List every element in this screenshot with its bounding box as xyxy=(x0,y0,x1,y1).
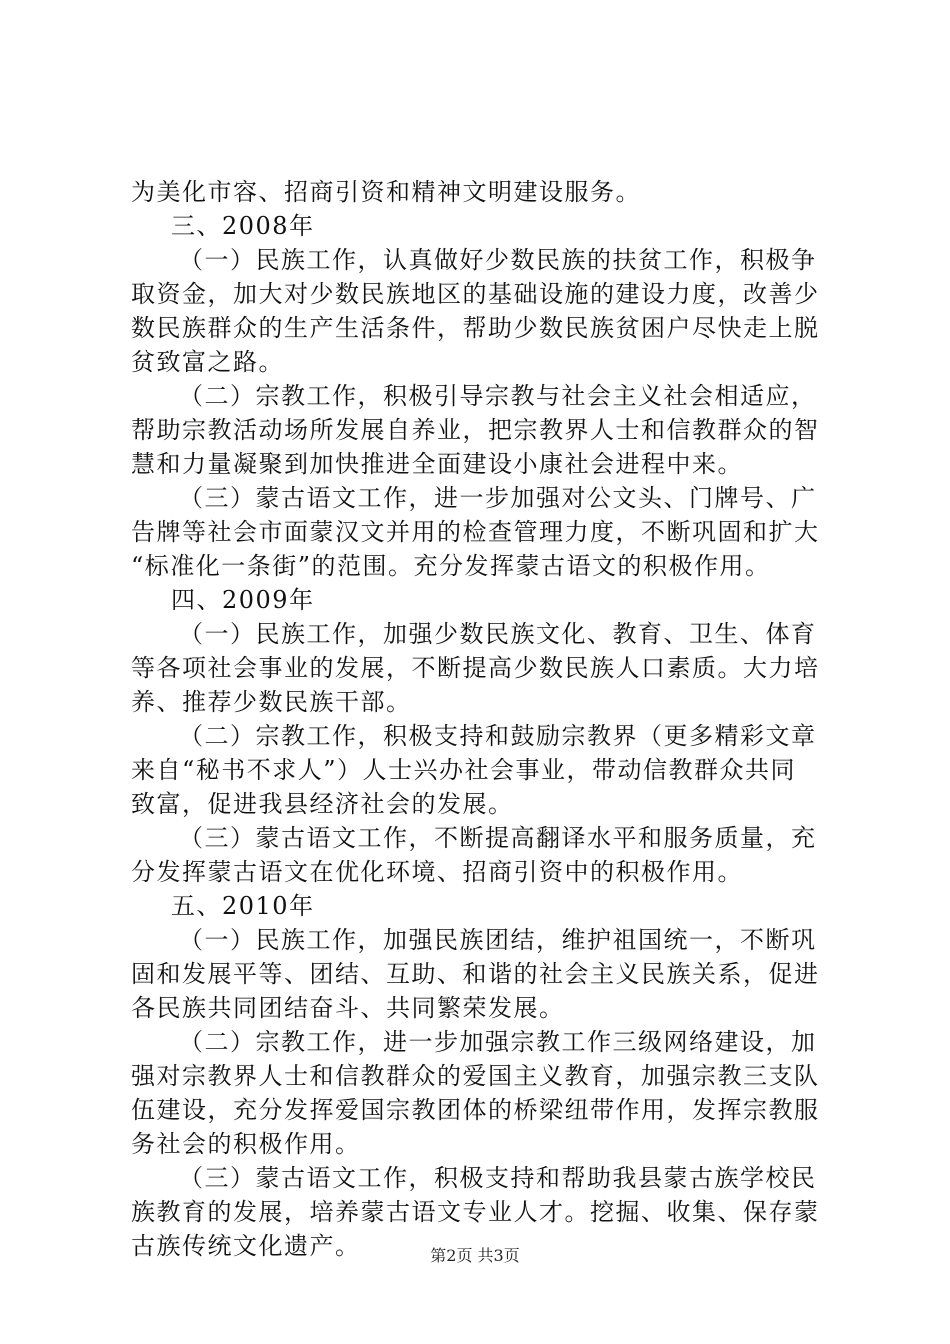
text-line: 帮助宗教活动场所发展自养业，把宗教界人士和信教群众的智 xyxy=(131,416,820,444)
text-line: 数民族群众的生产生活条件，帮助少数民族贫困户尽快走上脱 xyxy=(131,314,820,342)
text-line: （二）宗教工作，进一步加强宗教工作三级网络建设，加 xyxy=(179,1028,817,1056)
text-line: （一）民族工作，加强民族团结，维护祖国统一，不断巩 xyxy=(179,926,817,954)
text-line: 致富，促进我县经济社会的发展。 xyxy=(131,790,514,818)
text-line: （三）蒙古语文工作，积极支持和帮助我县蒙古族学校民 xyxy=(179,1164,817,1192)
text-line: 取资金，加大对少数民族地区的基础设施的建设力度，改善少 xyxy=(131,280,820,308)
text-line: 强对宗教界人士和信教群众的爱国主义教育，加强宗教三支队 xyxy=(131,1062,820,1090)
text-line: 养、推荐少数民族干部。 xyxy=(131,688,412,716)
text-line: 慧和力量凝聚到加快推进全面建设小康社会进程中来。 xyxy=(131,450,743,478)
text-line: 等各项社会事业的发展，不断提高少数民族人口素质。大力培 xyxy=(131,654,820,682)
text-line: 各民族共同团结奋斗、共同繁荣发展。 xyxy=(131,994,565,1022)
text-line: 族教育的发展，培养蒙古语文专业人才。挖掘、收集、保存蒙 xyxy=(131,1198,820,1226)
section-heading: 三、2008年 xyxy=(171,212,315,240)
page-number-footer: 第2页 共3页 xyxy=(430,1246,520,1265)
section-heading: 四、2009年 xyxy=(171,586,315,614)
text-line: 告牌等社会市面蒙汉文并用的检查管理力度，不断巩固和扩大 xyxy=(131,518,820,546)
text-line: 为美化市容、招商引资和精神文明建设服务。 xyxy=(131,178,641,206)
text-line: 古族传统文化遗产。 xyxy=(131,1232,361,1260)
text-line: 分发挥蒙古语文在优化环境、招商引资中的积极作用。 xyxy=(131,858,743,886)
text-line: （一）民族工作，认真做好少数民族的扶贫工作，积极争 xyxy=(179,246,817,274)
text-line: 固和发展平等、团结、互助、和谐的社会主义民族关系，促进 xyxy=(131,960,820,988)
text-line: 贫致富之路。 xyxy=(131,348,284,376)
text-line: （三）蒙古语文工作，不断提高翻译水平和服务质量，充 xyxy=(179,824,817,852)
text-line: 伍建设，充分发挥爱国宗教团体的桥梁纽带作用，发挥宗教服 xyxy=(131,1096,820,1124)
section-heading: 五、2010年 xyxy=(171,892,315,920)
text-line: （三）蒙古语文工作，进一步加强对公文头、门牌号、广 xyxy=(179,484,817,512)
text-line: 来自“秘书不求人”）人士兴办社会事业，带动信教群众共同 xyxy=(131,756,797,784)
text-line: 务社会的积极作用。 xyxy=(131,1130,361,1158)
text-line: （二）宗教工作，积极支持和鼓励宗教界（更多精彩文章 xyxy=(179,722,817,750)
text-line: （二）宗教工作，积极引导宗教与社会主义社会相适应， xyxy=(179,382,817,410)
text-line: （一）民族工作，加强少数民族文化、教育、卫生、体育 xyxy=(179,620,817,648)
text-line: “标准化一条街”的范围。充分发挥蒙古语文的积极作用。 xyxy=(131,552,771,580)
